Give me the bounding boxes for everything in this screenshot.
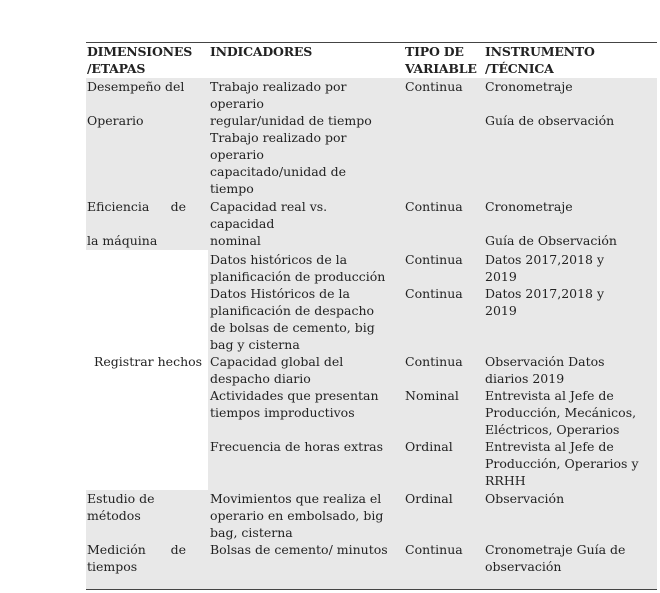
- row5-tipo: Continua: [405, 542, 463, 557]
- row5-dimension-line1: [87, 541, 186, 558]
- row3-indicador-5: Frecuencia de horas extras: [210, 439, 384, 454]
- row3-instrumento-4: Entrevista al Jefe de Producción, Mecánicos, Eléctricos, Operarios: [485, 388, 637, 437]
- row5-indicador: Bolsas de cemento/ minutos: [210, 542, 388, 557]
- row1-indicador-part1: Trabajo realizado por operario: [210, 79, 347, 111]
- row3-tipo-1: Continua: [405, 252, 463, 267]
- row3-dimension: Registrar hechos: [94, 354, 203, 369]
- row3-indicador-1: Datos históricos de la planificación de producción: [210, 252, 386, 284]
- row2-dimension-word2: de: [170, 199, 186, 214]
- row3-tipo-3: Continua: [405, 354, 463, 369]
- row3-instrumento-2: Datos 2017,2018 y 2019: [485, 286, 605, 318]
- row5-dimension-line2: tiempos: [87, 559, 138, 574]
- row1-tipo: Continua: [405, 79, 463, 94]
- row1-instrumento-2: Guía de observación: [485, 113, 615, 128]
- row3-indicador-2: Datos Históricos de la planificación de despacho de bolsas de cemento, big bag y cisterna: [210, 286, 375, 352]
- row5-dimension-word2: de: [170, 542, 186, 557]
- header-instrumento: INSTRUMENTO /TÉCNICA: [485, 44, 595, 76]
- row2-dimension-line2: la máquina: [87, 233, 158, 248]
- row1-dimension-line1: Desempeño del: [87, 79, 185, 94]
- header-tipo-variable: TIPO DE VARIABLE: [405, 44, 477, 76]
- row1-indicador-part2: regular/unidad de tiempo Trabajo realizado por operario capacitado/unidad de tiempo: [210, 113, 372, 196]
- row2-dimension-line1: [87, 198, 186, 215]
- row1-instrumento-1: Cronometraje: [485, 79, 573, 94]
- row3-tipo-2: Continua: [405, 286, 463, 301]
- row4-tipo: Ordinal: [405, 491, 453, 506]
- row3-tipo-5: Ordinal: [405, 439, 453, 454]
- row5-dimension-word1: Medición: [87, 542, 146, 557]
- row4-indicador: Movimientos que realiza el operario en embolsado, big bag, cisterna: [210, 491, 384, 540]
- row3-indicador-4: Actividades que presentan tiempos improductivos: [210, 388, 379, 420]
- row3-instrumento-5: Entrevista al Jefe de Producción, Operarios y RRHH: [485, 439, 639, 488]
- row4-instrumento: Observación: [485, 491, 565, 506]
- row2-instrumento-2: Guía de Observación: [485, 233, 617, 248]
- header-indicadores: INDICADORES: [210, 44, 313, 59]
- row3-indicador-3: Capacidad global del despacho diario: [210, 354, 344, 386]
- row3-instrumento-3: Observación Datos diarios 2019: [485, 354, 605, 386]
- row3-instrumento-1: Datos 2017,2018 y 2019: [485, 252, 605, 284]
- header-dimensiones: DIMENSIONES /ETAPAS: [87, 44, 193, 76]
- row2-instrumento-1: Cronometraje: [485, 199, 573, 214]
- row5-instrumento: Cronometraje Guía de observación: [485, 542, 626, 574]
- row2-indicador-part2: nominal: [210, 233, 261, 248]
- row3-tipo-4: Nominal: [405, 388, 459, 403]
- row1-dimension-line2: Operario: [87, 113, 144, 128]
- row2-indicador-part1: Capacidad real vs. capacidad: [210, 199, 328, 231]
- table-bottom-rule: [86, 589, 657, 590]
- row2-tipo: Continua: [405, 199, 463, 214]
- row2-dimension-word1: Eficiencia: [87, 199, 150, 214]
- row4-dimension: Estudio de métodos: [87, 491, 155, 523]
